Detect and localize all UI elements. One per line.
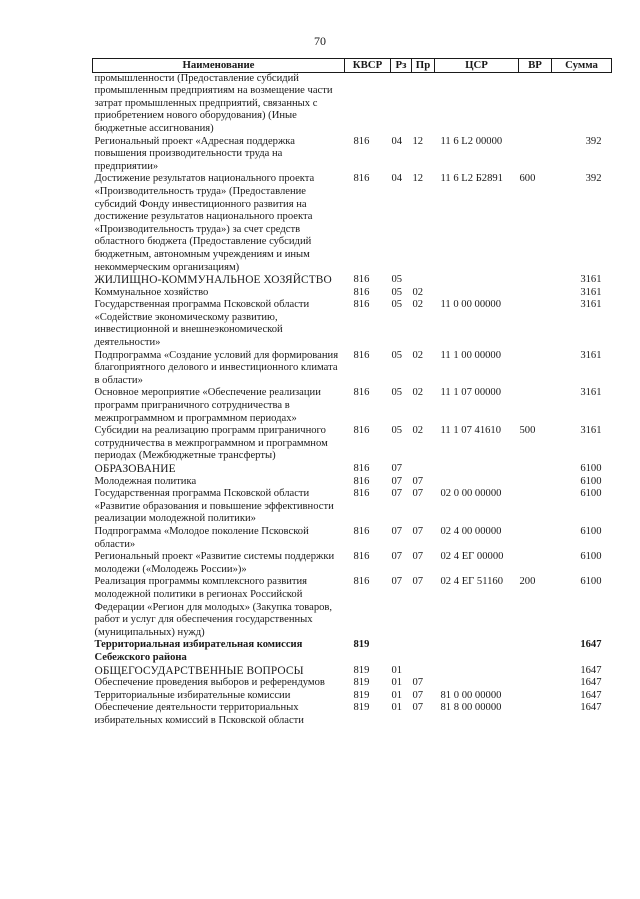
header-rz: Рз [391, 59, 412, 73]
cell-rz: 04 [391, 173, 403, 185]
cell-name: Государственная программа Псковской области «Развитие образования и повышение эффективности реализации молодежной политики» [94, 488, 334, 525]
cell-vr [519, 387, 552, 425]
cell-pr: 07 [412, 576, 424, 588]
cell-pr [412, 665, 435, 678]
cell-vr [519, 551, 552, 576]
cell-rz: 05 [391, 425, 403, 437]
cell-kvsr: 816 [353, 551, 370, 563]
cell-pr: 07 [412, 551, 424, 563]
cell-rz: 07 [391, 525, 403, 537]
cell-name: Обеспечение проведения выборов и референдумов [94, 677, 325, 689]
cell-name: Молодежная политика [94, 475, 197, 487]
cell-vr [519, 350, 552, 388]
cell-vr [519, 136, 552, 174]
cell-vr [519, 665, 552, 678]
cell-name: ОБЩЕГОСУДАРСТВЕННЫЕ ВОПРОСЫ [94, 664, 304, 677]
budget-table [92, 58, 612, 727]
cell-csr: 02 4 EГ 00000 [440, 551, 504, 563]
cell-csr: 02 4 EГ 51160 [440, 576, 504, 588]
cell-vr [519, 274, 552, 287]
cell-vr [519, 677, 552, 690]
cell-name: Подпрограмма «Молодое поколение Псковской области» [94, 525, 309, 550]
cell-pr [412, 463, 435, 476]
cell-vr [519, 72, 552, 135]
cell-name: Территориальная избирательная комиссия Себежского района [94, 639, 303, 663]
table-row [93, 425, 612, 463]
table-row [93, 702, 612, 727]
cell-vr [519, 299, 552, 349]
table-row [93, 387, 612, 425]
cell-pr: 02 [412, 349, 424, 361]
cell-name: ОБРАЗОВАНИЕ [94, 463, 176, 475]
table-row [93, 287, 612, 300]
cell-csr: 11 1 07 41610 [440, 425, 502, 437]
cell-rz: 01 [391, 677, 403, 689]
cell-rz: 01 [391, 702, 403, 714]
cell-csr [435, 274, 519, 287]
cell-sum: 6100 [580, 551, 602, 563]
cell-rz [391, 72, 412, 135]
cell-sum: 1647 [580, 677, 602, 689]
cell-kvsr: 816 [353, 475, 370, 487]
cell-name: Достижение результатов национального проекта «Производительность труда» (Предоставление субсидий Фонду инвестиционного развития на достижение результатов национального проекта «Производительность труда») за счет средств областного бюджета (Предоставление субсидий бюджетным, автономным учреждениям и иным некоммерческим организациям) [94, 173, 315, 273]
cell-pr [412, 639, 435, 664]
cell-rz: 01 [391, 664, 403, 676]
cell-rz: 05 [391, 349, 403, 361]
cell-name: Подпрограмма «Создание условий для формирования благоприятного делового и инвестиционного климата в области» [94, 349, 339, 386]
cell-sum: 6100 [580, 576, 602, 588]
cell-pr: 02 [412, 425, 424, 437]
table-row [93, 350, 612, 388]
table-body [93, 72, 612, 727]
cell-vr [519, 639, 552, 664]
cell-csr: 11 0 00 00000 [440, 299, 502, 311]
cell-pr: 07 [412, 702, 424, 714]
cell-sum: 6100 [580, 463, 602, 474]
cell-sum [552, 72, 612, 135]
cell-pr: 12 [412, 135, 424, 147]
table-row [93, 488, 612, 526]
cell-rz: 05 [391, 387, 403, 399]
cell-csr: 81 8 00 00000 [440, 702, 502, 714]
cell-name: Обеспечение деятельности территориальных избирательных комиссий в Псковской области [94, 702, 304, 726]
cell-rz: 07 [391, 551, 403, 563]
cell-rz [391, 639, 412, 664]
cell-kvsr: 816 [353, 525, 370, 537]
cell-sum: 3161 [580, 349, 602, 361]
cell-pr: 07 [412, 525, 424, 537]
cell-csr [435, 476, 519, 489]
cell-vr: 200 [519, 576, 536, 588]
cell-csr: 81 0 00 00000 [440, 689, 502, 701]
cell-vr [519, 526, 552, 551]
cell-kvsr: 816 [353, 425, 370, 437]
table-row [93, 576, 612, 639]
cell-pr [412, 72, 435, 135]
table-row [93, 136, 612, 174]
table-row [93, 173, 612, 274]
cell-kvsr: 816 [353, 576, 370, 588]
cell-name: ЖИЛИЩНО-КОММУНАЛЬНОЕ ХОЗЯЙСТВО [94, 274, 332, 287]
cell-rz: 05 [391, 299, 403, 311]
cell-rz: 07 [391, 475, 403, 487]
cell-csr [435, 287, 519, 300]
cell-csr [435, 665, 519, 678]
cell-kvsr: 816 [353, 274, 370, 286]
cell-name: Основное мероприятие «Обеспечение реализации программ приграничного сотрудничества в межпрограммном и программном периодах» [94, 387, 321, 424]
cell-kvsr: 819 [353, 677, 370, 689]
cell-sum: 3161 [580, 274, 602, 286]
cell-pr: 07 [412, 488, 424, 500]
cell-kvsr: 816 [353, 173, 370, 185]
header-pr: Пр [412, 59, 435, 73]
cell-sum: 1647 [580, 664, 602, 676]
cell-name: Региональный проект «Развитие системы поддержки молодежи («Молодежь России»)» [94, 551, 335, 575]
table-row [93, 476, 612, 489]
cell-rz: 07 [391, 576, 403, 588]
cell-sum: 392 [585, 173, 602, 185]
cell-csr [435, 463, 519, 476]
cell-csr [435, 72, 519, 135]
header-vr: ВР [519, 59, 552, 73]
cell-kvsr: 816 [353, 387, 370, 399]
cell-kvsr: 819 [353, 664, 370, 676]
table-row [93, 299, 612, 349]
header-kvsr: КВСР [345, 59, 391, 73]
cell-pr: 02 [412, 299, 424, 311]
cell-sum: 6100 [580, 525, 602, 537]
cell-sum: 6100 [580, 488, 602, 500]
cell-sum: 3161 [580, 425, 602, 437]
cell-sum: 3161 [580, 387, 602, 399]
cell-name: Региональный проект «Адресная поддержка повышения производительности труда на предприятии» [94, 135, 295, 172]
cell-vr [519, 488, 552, 526]
cell-csr: 02 4 00 00000 [440, 525, 502, 537]
cell-kvsr: 816 [353, 488, 370, 500]
cell-rz: 01 [391, 689, 403, 701]
cell-kvsr: 819 [353, 639, 370, 651]
cell-name: Субсидии на реализацию программ приграничного сотрудничества в межпрограммном и программном периодах (Межбюджетные трансферты) [94, 425, 328, 462]
cell-sum: 1647 [580, 639, 602, 651]
cell-pr: 07 [412, 677, 424, 689]
cell-vr [519, 287, 552, 300]
cell-name: Реализация программы комплексного развития молодежной политики в регионах Российской Федерации «Регион для молодых» (Закупка товаров, работ и услуг для обеспечения государственных (муниципальных) нужд) [94, 576, 333, 638]
cell-vr: 500 [519, 425, 536, 437]
cell-sum: 3161 [580, 286, 602, 298]
table-row [93, 677, 612, 690]
cell-csr [435, 639, 519, 664]
cell-rz: 07 [391, 488, 403, 500]
cell-csr: 11 1 07 00000 [440, 387, 502, 399]
cell-rz: 04 [391, 135, 403, 147]
cell-kvsr: 816 [353, 135, 370, 147]
cell-csr: 02 0 00 00000 [440, 488, 502, 500]
cell-kvsr: 816 [353, 286, 370, 298]
cell-rz: 07 [391, 463, 403, 474]
cell-vr [519, 476, 552, 489]
cell-csr [435, 677, 519, 690]
cell-csr: 11 6 L2 Б2891 [440, 173, 503, 185]
cell-name: Государственная программа Псковской области «Содействие экономическому развитию, инвестиционной и внешнеэкономической деятельности» [94, 299, 310, 349]
cell-kvsr [345, 72, 391, 135]
cell-csr: 11 1 00 00000 [440, 349, 502, 361]
table-row [93, 526, 612, 551]
cell-pr: 02 [412, 387, 424, 399]
cell-kvsr: 819 [353, 689, 370, 701]
cell-pr: 07 [412, 689, 424, 701]
cell-sum: 6100 [580, 475, 602, 487]
table-row [93, 551, 612, 576]
cell-name: Коммунальное хозяйство [94, 286, 209, 298]
cell-pr: 12 [412, 173, 424, 185]
cell-vr [519, 690, 552, 703]
page-number: 70 [314, 34, 326, 48]
table-row [93, 665, 612, 678]
cell-pr [412, 274, 435, 287]
header-name: Наименование [93, 59, 345, 73]
table-row [93, 463, 612, 476]
table-row [93, 690, 612, 703]
cell-sum: 3161 [580, 299, 602, 311]
cell-name: промышленности (Предоставление субсидий промышленным предприятиям на возмещение части затрат промышленных предприятий, связанных с приобретением нового оборудования) (Иные бюджетные ассигнования) [94, 72, 333, 134]
cell-vr [519, 702, 552, 727]
table-header [93, 59, 612, 73]
cell-kvsr: 816 [353, 299, 370, 311]
cell-vr [519, 463, 552, 476]
cell-vr: 600 [519, 173, 536, 185]
cell-sum: 392 [585, 135, 602, 147]
cell-rz: 05 [391, 286, 403, 298]
header-sum: Сумма [552, 59, 612, 73]
cell-kvsr: 816 [353, 349, 370, 361]
cell-pr: 02 [412, 286, 424, 298]
header-csr: ЦСР [435, 59, 519, 73]
cell-kvsr: 816 [353, 463, 370, 474]
table-row [93, 639, 612, 664]
cell-kvsr: 819 [353, 702, 370, 714]
table-row [93, 274, 612, 287]
cell-pr: 07 [412, 475, 424, 487]
cell-rz: 05 [391, 274, 403, 286]
cell-sum: 1647 [580, 702, 602, 714]
cell-sum: 1647 [580, 689, 602, 701]
table-row [93, 72, 612, 135]
cell-name: Территориальные избирательные комиссии [94, 689, 291, 701]
cell-csr: 11 6 L2 00000 [440, 135, 503, 147]
